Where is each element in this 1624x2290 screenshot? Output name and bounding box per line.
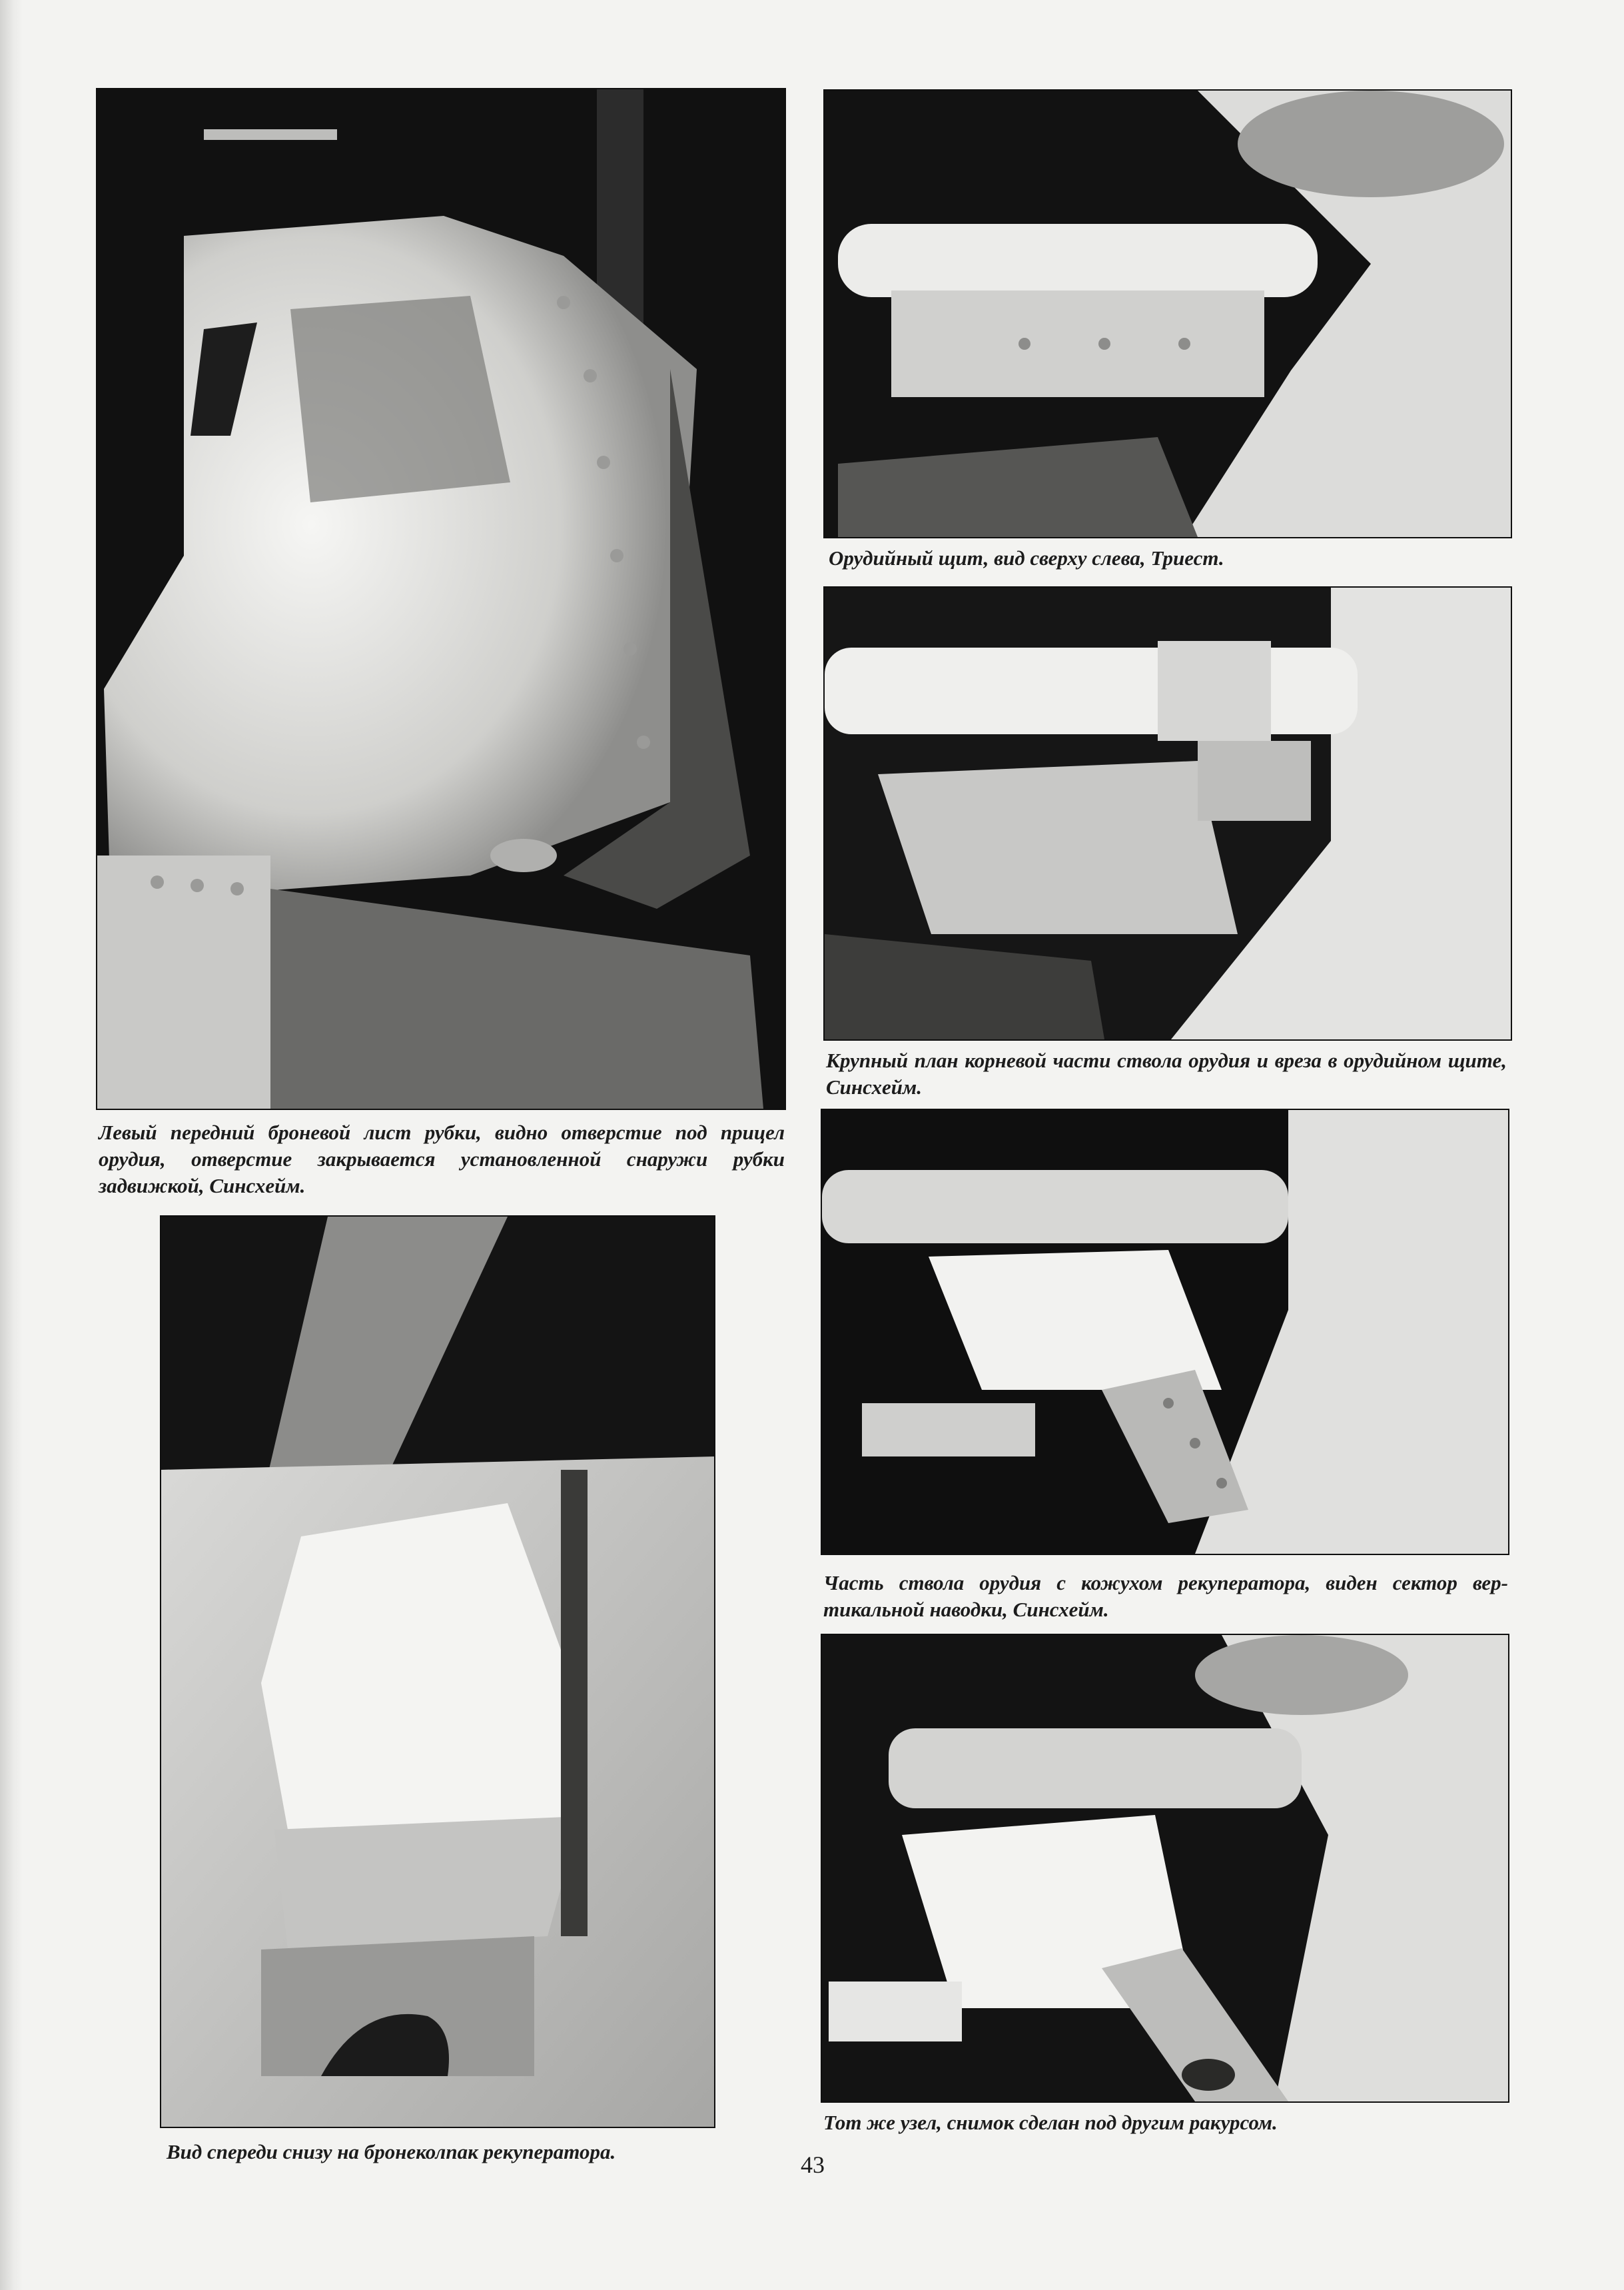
page-binding-edge: [0, 0, 23, 2290]
photo-recuperator-elevation-sector: [821, 1109, 1509, 1555]
caption-photo-4: Крупный план корневой части ствола орудия и вреза в орудийном щите, Синсхейм.: [826, 1049, 1507, 1099]
photo-gun-shield-top-left: [823, 89, 1512, 538]
caption-photo-5: Часть ствола орудия с кожухом рекуператора, виден сектор вертикальной наводки, Синсхейм.: [823, 1571, 1508, 1621]
caption-photo-1: Левый передний броневой лист рубки, видно отверстие под прицел орудия, отверстие закрывается установленной снаружи рубки задвижкой, Синсхейм.: [99, 1121, 785, 1197]
caption-photo-3: Орудийный щит, вид сверху слева, Триест.: [829, 546, 1224, 570]
photo-recuperator-other-angle: [821, 1634, 1509, 2103]
caption-photo-6: Тот же узел, снимок сделан под другим ракурсом.: [823, 2111, 1278, 2134]
caption-photo-2: Вид спереди снизу на бронеколпак рекуператора.: [167, 2140, 616, 2163]
page-number: 43: [801, 2151, 825, 2178]
photo-recuperator-housing-front: [160, 1215, 715, 2128]
photo-barrel-root-closeup: [823, 586, 1512, 1041]
photo-casemate-front-plate: [96, 88, 786, 1110]
